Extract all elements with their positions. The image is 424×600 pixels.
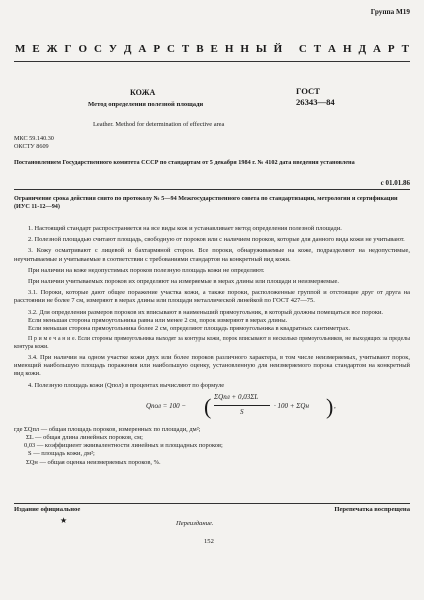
footer-rule xyxy=(14,503,410,504)
banner-letter: Р xyxy=(387,43,395,55)
banner-letter: С xyxy=(93,43,102,55)
note: П р и м е ч а н и е. Если стороны прямоугольника выходят за контуры кожи, порок вписывают в несколько прямоугольников, не выходящих за пределы контура кожи. xyxy=(14,336,410,350)
formula-lhs: Qпол = 100 − xyxy=(146,401,187,410)
document-subtitle: Метод определения полезной площади xyxy=(88,101,204,108)
paragraph-3: 3. Кожу осматривают с лицевой и бахтармяной сторон. Все пороки, обнаруживаемые на коже, подразделяют на недопустимые, неучитываемые и учитываемые в соответствии с требованиями стандартов на конкретный вид кожи. xyxy=(14,247,410,263)
formula-right-paren: ) xyxy=(326,393,334,419)
paragraph-3-a: При наличии на коже недопустимых пороков полезную площадь кожи не определяют. xyxy=(28,266,265,274)
okstu-code: ОКСТУ 8609 xyxy=(14,143,49,150)
banner-letter: Т xyxy=(181,43,190,55)
banner-letter: Й xyxy=(273,43,283,55)
paragraph-3-2-a: Если меньшая сторона прямоугольника равна или менее 2 см, порок измеряют в мерах длины. xyxy=(28,316,288,324)
page-number: 152 xyxy=(204,538,214,545)
banner-letter: М xyxy=(15,43,26,55)
banner-letter: С xyxy=(167,43,175,55)
paragraph-1: 1. Настоящий стандарт распространяется на все виды кож и устанавливает метод определения полезной площади. xyxy=(28,225,342,232)
banner-letter: О xyxy=(78,43,87,55)
effective-date: с 01.01.86 xyxy=(380,179,410,187)
banner-rule xyxy=(14,61,410,62)
document-body xyxy=(14,225,410,467)
banner-letter: Н xyxy=(240,43,249,55)
paragraph-3-2: 3.2. Для определения размеров пороков их вписывают в наименьший прямоугольник, в который должны помещаться все пороки. xyxy=(28,308,384,316)
banner-letter: Е xyxy=(210,43,218,55)
banner-letter: Н xyxy=(342,43,352,55)
definition-item: ΣQн — общая оценка неизмеряемых пороков, %. xyxy=(26,458,161,466)
gost-label: ГОСТ xyxy=(296,86,320,96)
banner-letter: Н xyxy=(224,43,234,55)
banner-letter: Е xyxy=(32,43,40,55)
banner-letter: Ы xyxy=(255,43,267,55)
definition-item: 0,03 — коэффициент эквивалентности линейных и площадных пороков; xyxy=(24,442,223,450)
area-formula xyxy=(14,390,410,426)
banner-letter: Д xyxy=(123,43,132,55)
formula-numerator: ΣQпл + 0,03ΣL xyxy=(214,392,259,401)
paragraph-4: 4. Полезную площадь кожи (Qпол) в процентах вычисляют по формуле xyxy=(28,381,225,389)
paragraph-3-2-b: Если меньшая сторона прямоугольника более 2 см, определяют площадь прямоугольника в квадратных сантиметрах. xyxy=(28,325,350,333)
definition-item: ΣL — общая длина линейных пороков, см; xyxy=(26,434,143,442)
definition-item: S — площадь кожи, дм²; xyxy=(28,450,95,458)
gost-designation xyxy=(296,86,335,107)
paragraph-3-1: 3.1. Пороки, которые дают общее поражение участка кожи, а также пороки, расположенные группой и отстоящие друг от друга на расстоянии не более 7 см, измеряют в мерах длины или площади металлической линейкой по ГОСТ 427—75. xyxy=(14,289,410,305)
banner-letter: В xyxy=(196,43,204,55)
limitation-text: Ограничение срока действия снято по протоколу № 5—94 Межгосударственного совета по стандартизации, метрологии и сертификации (ИУС 11-12—94) xyxy=(14,195,398,211)
standard-banner xyxy=(15,43,409,55)
paragraph-2: 2. Полезной площадью считают площадь, свободную от пороков или с наличием пороков, которые для данного вида кожи не учитывают. xyxy=(28,236,405,244)
formula-end: , xyxy=(334,401,336,410)
formula-tail: · 100 + ΣQн xyxy=(274,401,309,410)
banner-letter: А xyxy=(138,43,147,55)
paragraph-3-b: При наличии учитываемых пороков их определяют на измеряемые в мерах длины или площади и неизмеряемые. xyxy=(28,278,340,286)
formula-left-paren: ( xyxy=(204,393,212,419)
banner-letter: Т xyxy=(313,43,322,55)
definition-item: где ΣQпл — общая площадь пороков, измеренных по площади, дм²; xyxy=(14,425,201,433)
classification-codes xyxy=(14,135,54,151)
banner-letter: Ж xyxy=(46,43,58,55)
document-title: КОЖА xyxy=(130,88,156,97)
footer-official-edition: Издание официальное xyxy=(14,506,81,513)
banner-letter: Т xyxy=(401,43,409,55)
formula-fraction-bar xyxy=(214,405,270,406)
reprint-note: Переиздание. xyxy=(176,520,214,527)
formula-denominator: S xyxy=(240,407,244,416)
banner-letter: А xyxy=(328,43,336,55)
banner-letter: Д xyxy=(358,43,367,55)
banner-letter: Р xyxy=(153,43,161,55)
mks-code: МКС 59.140.30 xyxy=(14,135,54,142)
formula-definitions xyxy=(14,426,410,467)
banner-letter xyxy=(289,43,292,55)
banner-letter: Г xyxy=(64,43,72,55)
paragraph-3-4: 3.4. При наличии на одном участке кожи двух или более пороков различного характера, в том числе неизмеряемых, учитывают порок, имеющий наибольшую площадь поражения или наибольшую оценку, установленную для неизмеряемого порока стандартом на конкретный вид кожи. xyxy=(14,354,410,378)
decree-text: Постановлением Государственного комитета СССР по стандартам от 5 декабря 1984 г. № 4102 дата введения установлена xyxy=(14,159,355,166)
group-code: Группа М19 xyxy=(370,8,410,16)
banner-letter: А xyxy=(372,43,381,55)
star-icon: ★ xyxy=(60,516,68,525)
english-title: Leather. Method for determination of effective area xyxy=(93,121,225,128)
banner-letter: С xyxy=(298,43,307,55)
section-rule xyxy=(14,189,410,190)
banner-letter: У xyxy=(108,43,117,55)
footer-reprint-prohibited: Перепечатка воспрещена xyxy=(334,506,410,513)
gost-number: 26343—84 xyxy=(296,96,335,107)
